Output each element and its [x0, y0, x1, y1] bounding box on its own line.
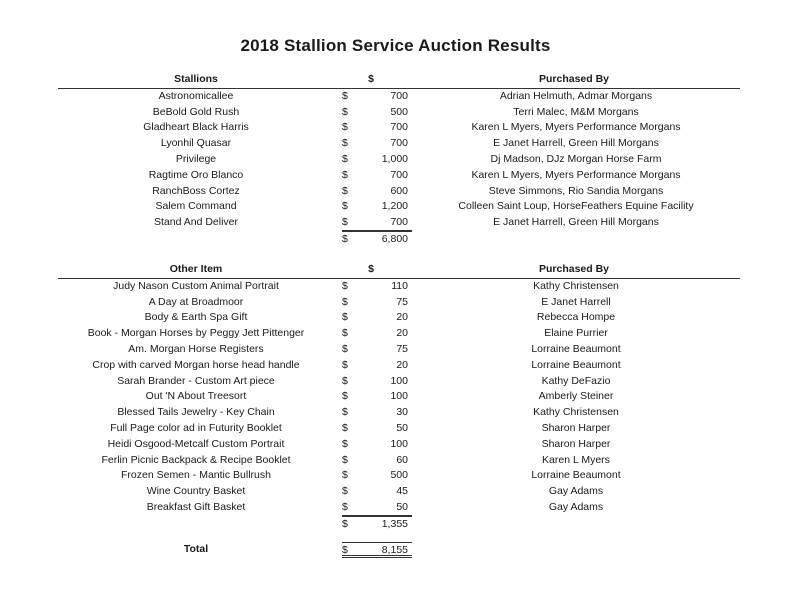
- amount: 500: [390, 469, 408, 482]
- amount: 20: [396, 327, 408, 340]
- table-row: [58, 342, 740, 358]
- currency-symbol: $: [342, 342, 348, 355]
- table-row: [58, 437, 740, 453]
- purchased-by: Lorraine Beaumont: [531, 469, 621, 482]
- item-name: Sarah Brander - Custom Art piece: [117, 374, 275, 387]
- item-name: Wine Country Basket: [146, 485, 246, 498]
- grand-total-amount: 8,155: [358, 542, 412, 558]
- item-name: Book - Morgan Horses by Peggy Jett Pittenger: [87, 327, 305, 340]
- purchased-by: Karen L Myers, Myers Performance Morgans: [471, 168, 681, 181]
- item-name: Judy Nason Custom Animal Portrait: [113, 279, 279, 292]
- grand-total-table: [58, 542, 740, 558]
- amount: 110: [391, 279, 408, 292]
- purchased-by: Amberly Steiner: [538, 390, 614, 403]
- amount: 100: [390, 437, 408, 450]
- amount: 100: [390, 374, 408, 387]
- item-name: Crop with carved Morgan horse head handle: [92, 358, 300, 371]
- purchased-by: Kathy DeFazio: [541, 374, 611, 387]
- other-items-subtotal-currency: $: [342, 516, 358, 532]
- table-row: [58, 136, 740, 152]
- other-items-rows: [58, 279, 740, 516]
- amount: 45: [396, 485, 408, 498]
- amount: 30: [396, 406, 408, 419]
- amount: 20: [396, 358, 408, 371]
- item-name: Ragtime Oro Blanco: [148, 168, 244, 181]
- amount: 700: [390, 121, 408, 134]
- currency-symbol: $: [342, 121, 348, 134]
- currency-symbol: $: [342, 327, 348, 340]
- amount: 50: [358, 500, 412, 516]
- item-name: BeBold Gold Rush: [152, 105, 240, 118]
- table-row: [58, 468, 740, 484]
- other-items-header-amount: $: [368, 263, 374, 275]
- grand-total-row: [58, 542, 740, 558]
- amount: 1,200: [381, 200, 408, 213]
- grand-total-label: Total: [183, 543, 209, 555]
- table-row: [58, 500, 740, 516]
- item-name: Stand And Deliver: [153, 216, 239, 229]
- item-name: Gladheart Black Harris: [143, 121, 249, 134]
- item-name: Body & Earth Spa Gift: [144, 311, 248, 324]
- currency-symbol: $: [342, 453, 348, 466]
- stallions-rows: [58, 89, 740, 231]
- item-name: Ferlin Picnic Backpack & Recipe Booklet: [101, 453, 291, 466]
- purchased-by: Kathy Christensen: [533, 406, 619, 419]
- table-row: [58, 120, 740, 136]
- currency-symbol: $: [342, 279, 348, 292]
- grand-total-currency: $: [342, 542, 358, 558]
- purchased-by: Terri Malec, M&M Morgans: [513, 105, 639, 118]
- purchased-by: Elaine Purrier: [544, 327, 608, 340]
- purchased-by: Dj Madson, DJz Morgan Horse Farm: [490, 152, 662, 165]
- item-name: Heidi Osgood-Metcalf Custom Portrait: [107, 437, 285, 450]
- item-name: Full Page color ad in Futurity Booklet: [110, 421, 282, 434]
- table-row: [58, 295, 740, 311]
- stallions-table: [58, 72, 740, 247]
- stallions-header-row: [58, 72, 740, 89]
- amount: 700: [390, 137, 408, 150]
- table-row: [58, 89, 740, 105]
- table-row: [58, 105, 740, 121]
- table-row: [58, 421, 740, 437]
- item-name: Am. Morgan Horse Registers: [128, 342, 264, 355]
- item-name: Salem Command: [155, 200, 237, 213]
- purchased-by: Karen L Myers, Myers Performance Morgans: [471, 121, 681, 134]
- table-row: [58, 279, 740, 295]
- table-row: [58, 389, 740, 405]
- table-row: [58, 484, 740, 500]
- amount: 20: [396, 311, 408, 324]
- table-row: [58, 199, 740, 215]
- amount: 700: [390, 89, 408, 102]
- purchased-by: Lorraine Beaumont: [531, 358, 621, 371]
- purchased-by: Adrian Helmuth, Admar Morgans: [499, 89, 653, 102]
- purchased-by: Sharon Harper: [541, 421, 611, 434]
- purchased-by: Lorraine Beaumont: [531, 342, 621, 355]
- item-name: A Day at Broadmoor: [148, 295, 244, 308]
- currency-symbol: $: [342, 390, 348, 403]
- amount: 60: [396, 453, 408, 466]
- stallions-subtotal-row: [58, 231, 740, 247]
- currency-symbol: $: [342, 152, 348, 165]
- amount: 700: [358, 215, 412, 231]
- purchased-by: Gay Adams: [548, 485, 604, 498]
- other-items-subtotal-row: [58, 516, 740, 532]
- currency-symbol: $: [342, 168, 348, 181]
- amount: 50: [396, 421, 408, 434]
- item-name: Breakfast Gift Basket: [146, 500, 246, 513]
- purchased-by: Kathy Christensen: [533, 279, 619, 292]
- table-row: [58, 310, 740, 326]
- purchased-by: Gay Adams: [548, 500, 604, 513]
- other-items-header-row: [58, 262, 740, 279]
- amount: 600: [390, 184, 408, 197]
- other-items-header-item: Other Item: [169, 263, 223, 275]
- purchased-by: Karen L Myers: [542, 453, 610, 466]
- purchased-by: Sharon Harper: [541, 437, 611, 450]
- purchased-by: Steve Simmons, Rio Sandia Morgans: [488, 184, 664, 197]
- purchased-by: Rebecca Hompe: [536, 311, 616, 324]
- item-name: RanchBoss Cortez: [152, 184, 240, 197]
- table-row: [58, 168, 740, 184]
- table-row: [58, 326, 740, 342]
- table-row: [58, 405, 740, 421]
- amount: 500: [390, 105, 408, 118]
- page-title: 2018 Stallion Service Auction Results: [240, 36, 551, 55]
- table-row: [58, 453, 740, 469]
- currency-symbol: $: [342, 500, 358, 516]
- item-name: Frozen Semen - Mantic Bullrush: [121, 469, 271, 482]
- purchased-by: E Janet Harrell, Green Hill Morgans: [493, 137, 659, 150]
- amount: 100: [390, 390, 408, 403]
- purchased-by: Colleen Saint Loup, HorseFeathers Equine Facility: [458, 200, 694, 213]
- amount: 1,000: [381, 152, 408, 165]
- table-row: [58, 374, 740, 390]
- currency-symbol: $: [342, 485, 348, 498]
- stallions-header-amount: $: [368, 73, 374, 85]
- currency-symbol: $: [342, 406, 348, 419]
- other-items-table: [58, 262, 740, 532]
- currency-symbol: $: [342, 215, 358, 231]
- stallions-subtotal-currency: $: [342, 231, 358, 247]
- currency-symbol: $: [342, 374, 348, 387]
- item-name: Out 'N About Treesort: [145, 390, 247, 403]
- table-row: [58, 184, 740, 200]
- stallions-subtotal-amount: 6,800: [358, 231, 412, 247]
- currency-symbol: $: [342, 437, 348, 450]
- item-name: Blessed Tails Jewelry - Key Chain: [117, 406, 275, 419]
- currency-symbol: $: [342, 137, 348, 150]
- purchased-by: E Janet Harrell, Green Hill Morgans: [493, 216, 659, 229]
- amount: 700: [390, 168, 408, 181]
- currency-symbol: $: [342, 295, 348, 308]
- table-row: [58, 152, 740, 168]
- other-items-subtotal-amount: 1,355: [358, 516, 412, 532]
- currency-symbol: $: [342, 311, 348, 324]
- item-name: Privilege: [175, 152, 217, 165]
- stallions-header-item: Stallions: [174, 73, 218, 85]
- other-items-header-buyer: Purchased By: [538, 263, 610, 275]
- currency-symbol: $: [342, 184, 348, 197]
- currency-symbol: $: [342, 358, 348, 371]
- currency-symbol: $: [342, 200, 348, 213]
- purchased-by: E Janet Harrell: [541, 295, 611, 308]
- stallions-header-buyer: Purchased By: [538, 73, 610, 85]
- currency-symbol: $: [342, 89, 348, 102]
- table-row: [58, 215, 740, 231]
- currency-symbol: $: [342, 469, 348, 482]
- amount: 75: [396, 295, 408, 308]
- currency-symbol: $: [342, 105, 348, 118]
- table-row: [58, 358, 740, 374]
- item-name: Lyonhil Quasar: [160, 137, 232, 150]
- currency-symbol: $: [342, 421, 348, 434]
- item-name: Astronomicallee: [158, 89, 234, 102]
- amount: 75: [396, 342, 408, 355]
